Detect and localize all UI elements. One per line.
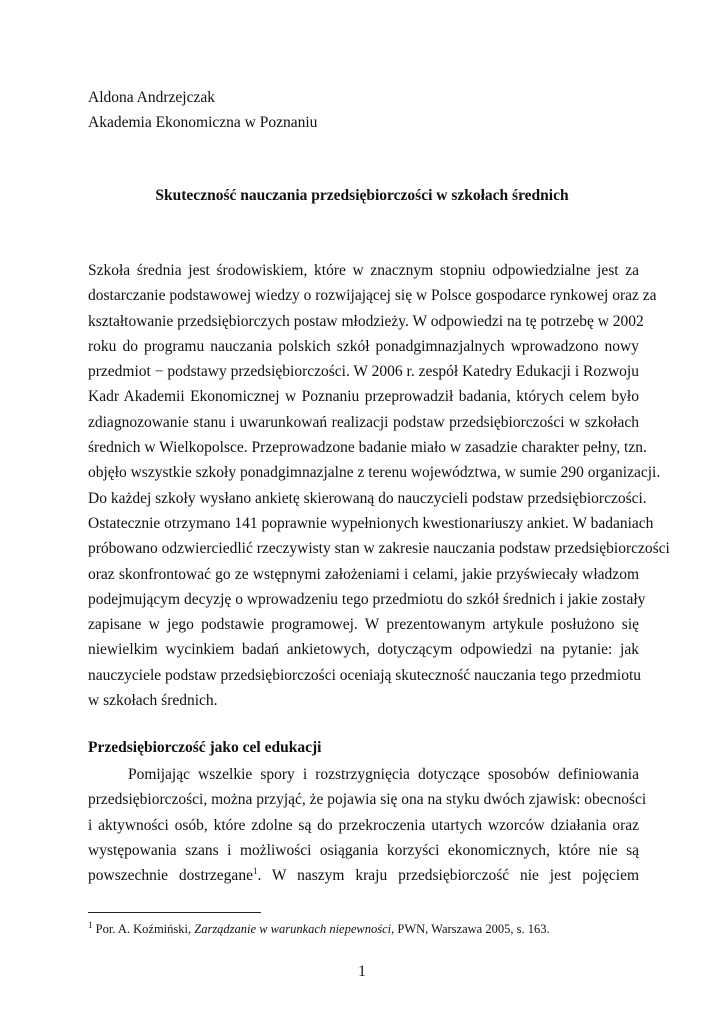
footnote-book-title: Zarządzanie w warunkach niepewności (194, 922, 392, 936)
paragraph-line: Szkoła średnia jest środowiskiem, które w znacznym stopniu odpowiedzialne jest za (88, 262, 639, 279)
author-name: Aldona Andrzejczak (88, 89, 215, 106)
author-affiliation: Akademia Ekonomiczna w Poznaniu (88, 114, 318, 131)
paragraph-line: podejmującym decyzję o wprowadzeniu tego przedmiotu do szkół średnich i jakie zostały (88, 590, 646, 608)
footnote-suffix: , PWN, Warszawa 2005, s. 163. (391, 922, 550, 936)
article-title: Skuteczność nauczania przedsiębiorczości w szkołach średnich (155, 187, 569, 204)
footnote-reference[interactable]: 1 (252, 866, 258, 877)
paragraph-line: Ostatecznie otrzymano 141 poprawnie wypełnionych kwestionariuszy ankiet. W badaniach (88, 514, 654, 532)
footnote-separator (88, 912, 261, 913)
paragraph-line: przedmiot − podstawy przedsiębiorczości. W 2006 r. zespół Katedry Edukacji i Rozwoju (88, 363, 639, 381)
paragraph-line: dostarczanie podstawowej wiedzy o rozwijającej się w Polsce gospodarce rynkowej oraz za (88, 287, 657, 305)
paragraph-line: Kadr Akademii Ekonomicznej w Poznaniu przeprowadził badania, których celem było (88, 388, 639, 406)
footnote-number: 1 (88, 919, 93, 930)
paragraph-line: średnich w Wielkopolsce. Przeprowadzone badanie miało w zasadzie charakter pełny, tzn. (88, 439, 647, 457)
paragraph-line: Pomijając wszelkie spory i rozstrzygnięcia dotyczące sposobów definiowania (128, 766, 639, 783)
paragraph-line: próbowano odzwierciedlić rzeczywisty stan w zakresie nauczania podstaw przedsiębiorczości (88, 540, 670, 558)
paragraph-line: roku do programu nauczania polskich szkół ponadgimnazjalnych wprowadzono nowy (88, 337, 639, 355)
section-paragraph (88, 762, 647, 888)
paragraph-line: nauczyciele podstaw przedsiębiorczości oceniają skuteczność nauczania tego przedmiotu (88, 666, 642, 684)
line-text-before-ref: powszechnie dostrzegane (88, 867, 253, 885)
paragraph-line: zapisane w jego podstawie programowej. W prezentowanym artykule posłużono się (88, 616, 639, 634)
paragraph-line-with-footnote (88, 863, 639, 888)
paragraph-line: Do każdej szkoły wysłano ankietę skierowaną do nauczycieli podstaw przedsiębiorczości. (88, 489, 647, 507)
footnote-prefix: Por. A. Koźmiński, (92, 922, 195, 936)
paragraph-line: oraz skonfrontować go ze wstępnymi założeniami i celami, jakie przyświecały władzom (88, 565, 639, 583)
paragraph-line: w szkołach średnich. (88, 692, 218, 710)
footnote (88, 921, 550, 937)
paragraph-line: i aktywności osób, które zdolne są do przekroczenia utartych wzorców działania oraz (88, 816, 639, 834)
intro-paragraph (88, 258, 670, 713)
paragraph-line: zdiagnozowanie stanu i uwarunkowań realizacji podstaw przedsiębiorczości w szkołach (88, 413, 639, 431)
paragraph-line: występowania szans i możliwości osiągania korzyści ekonomicznych, które nie są (88, 841, 639, 859)
paragraph-line: przedsiębiorczości, można przyjąć, że pojawia się ona na styku dwóch zjawisk: obecności (88, 791, 647, 809)
line-text-after-ref: . W naszym kraju przedsiębiorczość nie jest pojęciem (257, 867, 640, 885)
page-number: 1 (358, 963, 366, 980)
paragraph-line: kształtowanie przedsiębiorczych postaw młodzieży. W odpowiedzi na tę potrzebę w 2002 (88, 312, 644, 330)
section-heading: Przedsiębiorczość jako cel edukacji (88, 739, 322, 756)
paragraph-line: niewielkim wycinkiem badań ankietowych, dotyczącym odpowiedzi na pytanie: jak (88, 641, 639, 659)
paragraph-line: objęło wszystkie szkoły ponadgimnazjalne z terenu województwa, w sumie 290 organizacji. (88, 464, 661, 482)
